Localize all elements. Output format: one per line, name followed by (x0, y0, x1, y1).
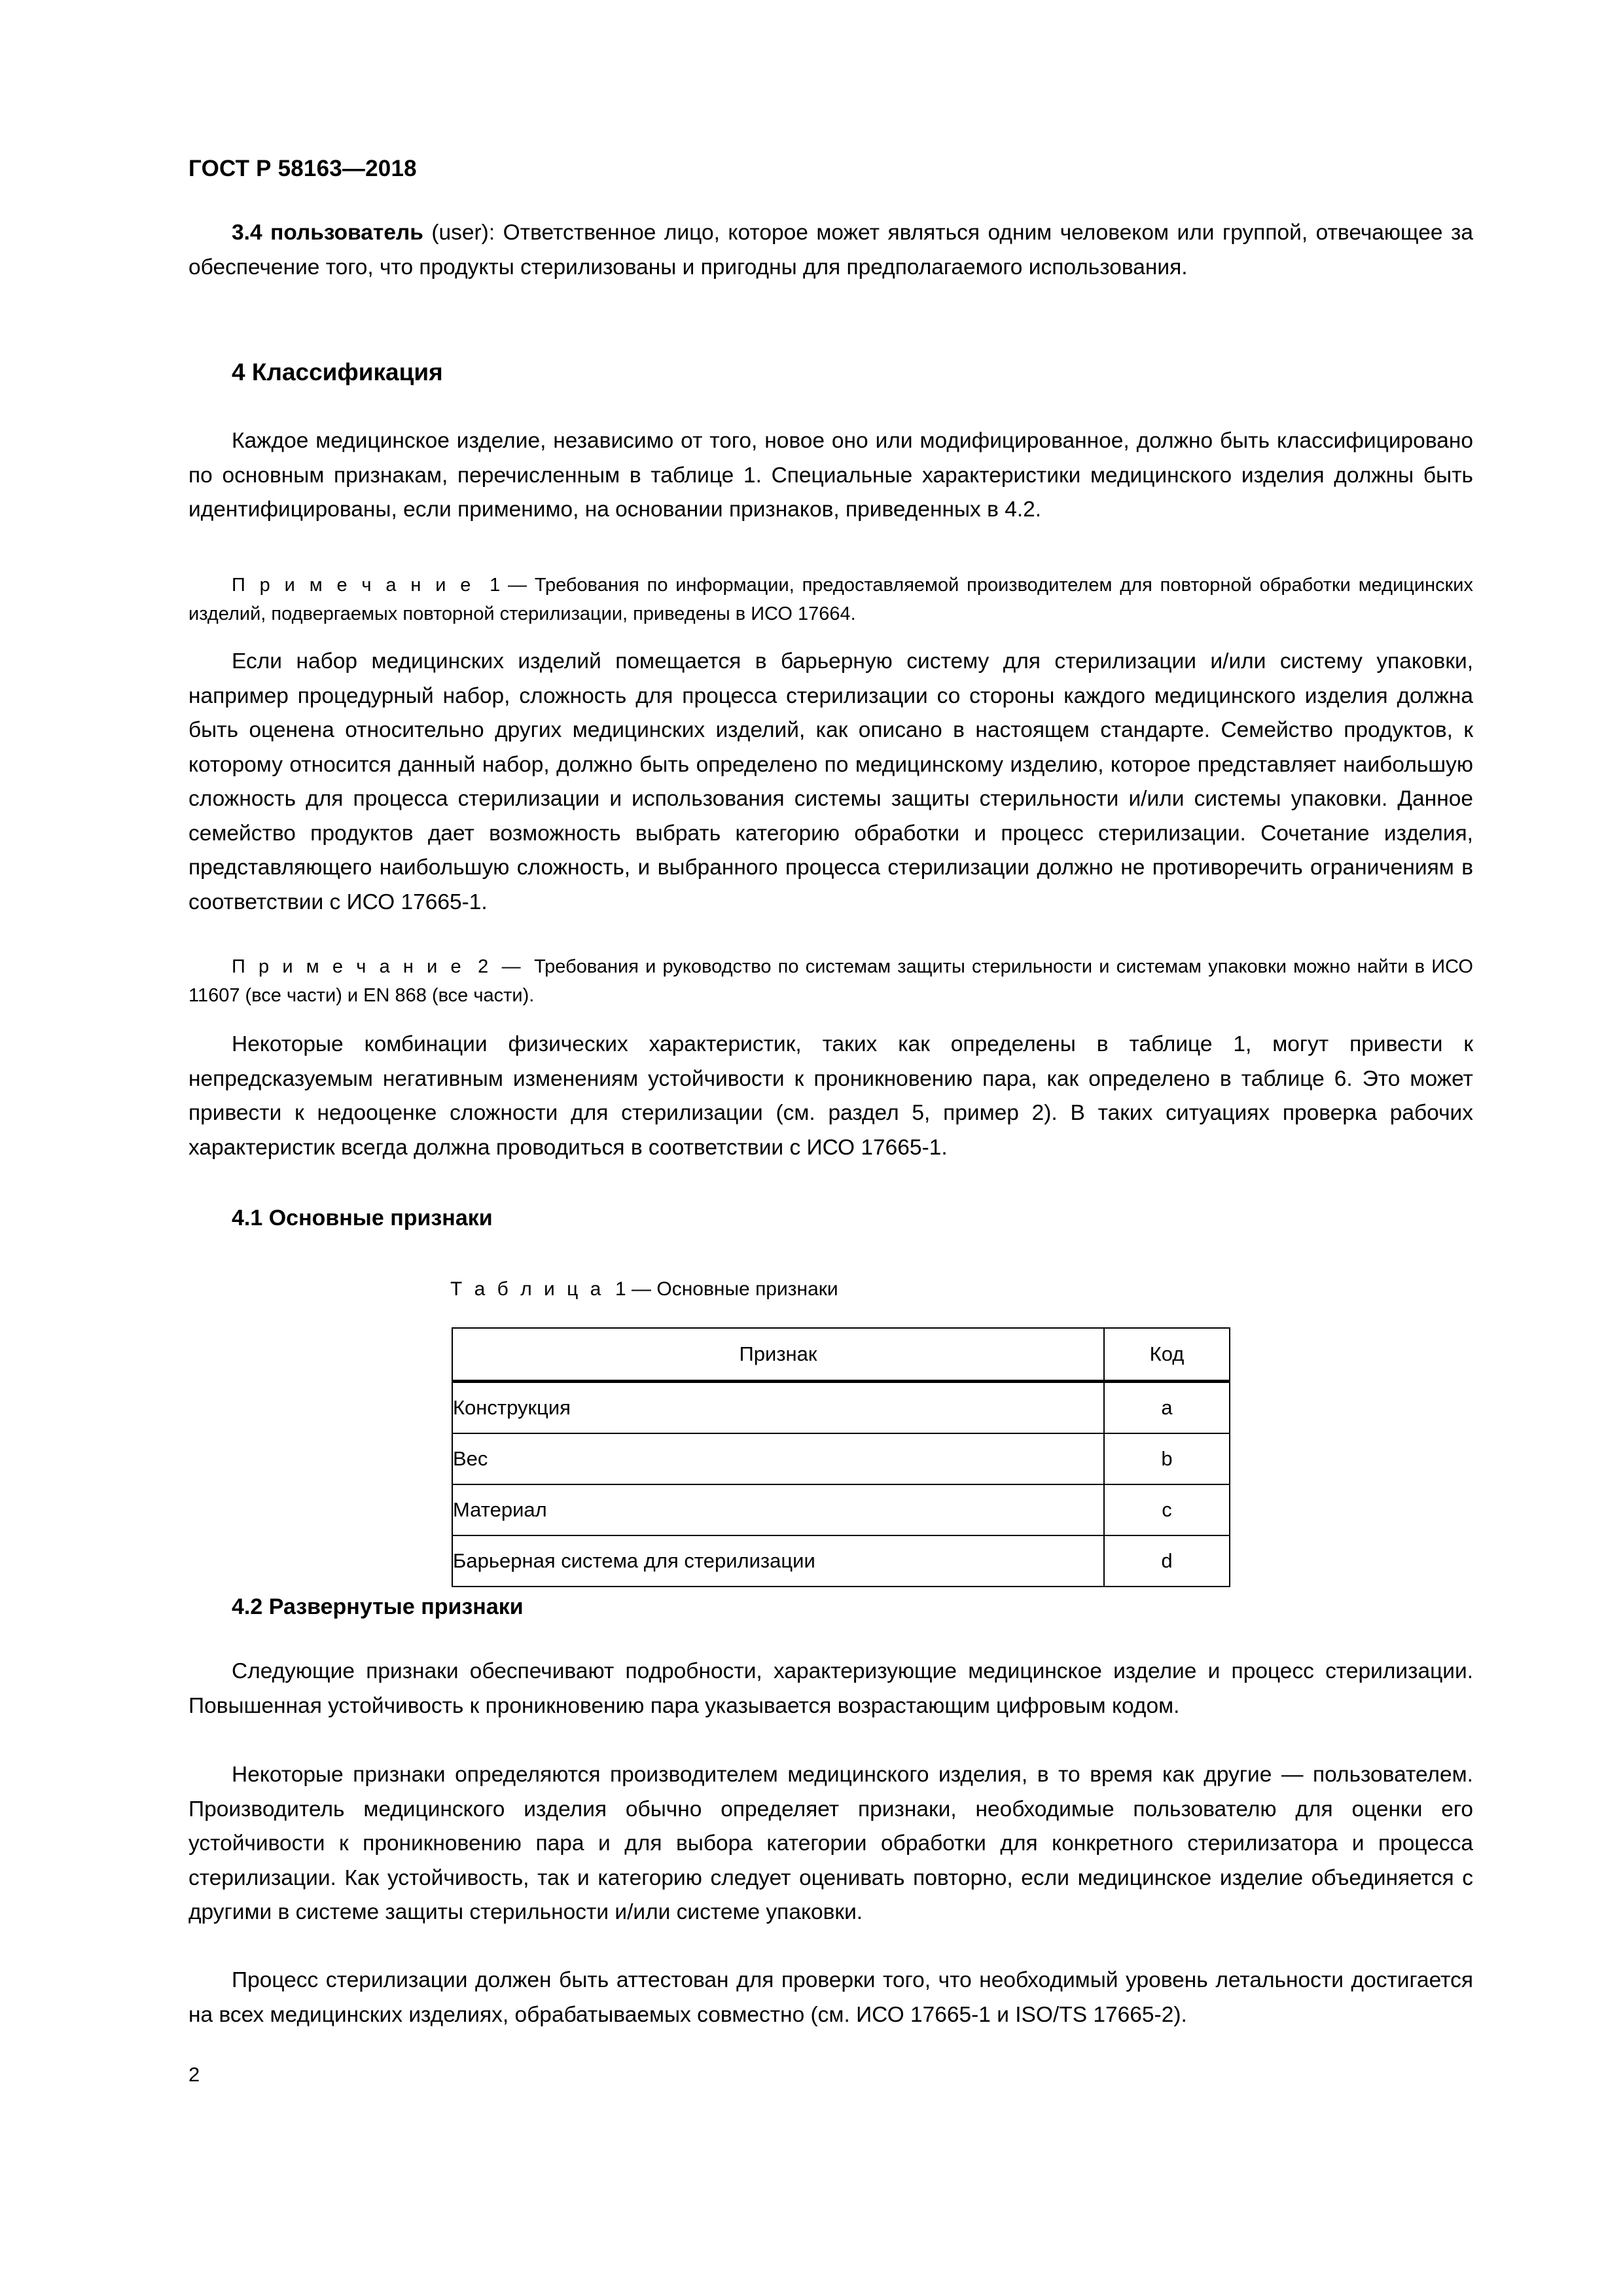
table-row (452, 1433, 1230, 1484)
table-cell-feature: Барьерная система для стерилизации (452, 1535, 1104, 1587)
section-4-para-2: Если набор медицинских изделий помещается в барьерную систему для стерилизации и/или систему упаковки, например процедурный набор, сложность для процесса стерилизации со стороны каждого медицинского изделия должна быть оценена относительно других медицинских изделий, как описано в настоящем стандарте. Семейство продуктов, к которому относится данный набор, должно быть определено по медицинскому изделию, которое представляет наибольшую сложность для процесса стерилизации и использования системы защиты стерильности и/или системы упаковки. Данное семейство продуктов дает возможность выбрать категорию обработки и процесс стерилизации. Сочетание изделия, представляющего наибольшую сложность, и выбранного процесса стерилизации должно не противоречить ограничениям в соответствии с ИСО 17665-1. (188, 649, 1473, 914)
section-4-2-para-2-block (188, 1758, 1473, 1930)
section-4-1-heading-block (188, 1203, 1473, 1233)
note-1-text: Требования по информации, предоставляемой производителем для повторной обработки медицинских изделий, подвергаемых повторной стерилизации, приведены в ИСО 17664. (188, 575, 1473, 624)
note-2-dash: — (501, 956, 521, 977)
definition-3-4 (188, 216, 1473, 285)
note-1-number: 1 (490, 575, 501, 596)
section-4-2-para-2: Некоторые признаки определяются производителем медицинского изделия, в то время как другие — пользователем. Производитель медицинского изделия обычно определяет признаки, необходимые пользователю для оценки его устойчивости к проникновению пара и для выбора категории обработки для конкретного стерилизатора и процесса стерилизации. Как устойчивость, так и категорию следует оценивать повторно, если медицинское изделие объединяется с другими в системе защиты стерильности и/или системе упаковки. (188, 1763, 1473, 1924)
table-1-body (452, 1382, 1230, 1587)
table-cell-feature: Материал (452, 1484, 1104, 1535)
table-col-header-code: Код (1104, 1328, 1230, 1382)
definition-term: пользователь (270, 221, 423, 245)
table-cell-code: d (1104, 1535, 1230, 1587)
definition-text: : Ответственное лицо, которое может являться одним человеком или группой, отвечающее за обеспечение того, что продукты стерилизованы и пригодны для предполагаемого использования. (188, 221, 1474, 279)
table-1-caption-block (450, 1276, 1236, 1302)
section-4-para-3-block (188, 1028, 1473, 1165)
section-4-2-heading-block (188, 1592, 1473, 1622)
note-2 (188, 952, 1473, 1010)
section-4-2-para-3-block (188, 1964, 1473, 2032)
note-2-text: Требования и руководство по системам защиты стерильности и системам упаковки можно найти в ИСО 11607 (все части) и EN 868 (все части). (188, 956, 1473, 1006)
section-4-heading: 4 Классификация (232, 359, 443, 386)
note-1-dash: — (508, 575, 527, 596)
table-caption-title: Основные признаки (656, 1278, 838, 1300)
table-row (452, 1382, 1230, 1434)
table-cell-feature: Конструкция (452, 1382, 1104, 1434)
section-4-para-1: Каждое медицинское изделие, независимо от того, новое оно или модифицированное, должно быть классифицировано по основным признакам, перечисленным в таблице 1. Специальные характеристики медицинского изделия должны быть идентифицированы, если применимо, на основании признаков, приведенных в 4.2. (188, 429, 1473, 522)
definition-term-en: (user) (431, 221, 489, 245)
section-4-para-3: Некоторые комбинации физических характеристик, таких как определены в таблице 1, могут привести к непредсказуемым негативным изменениям устойчивости к проникновению пара, как определено в таблице 6. Это может привести к недооценке сложности для стерилизации (см. раздел 5, пример 2). В таких ситуациях проверка рабочих характеристик всегда должна проводиться в соответствии с ИСО 17665-1. (188, 1032, 1473, 1160)
note-2-number: 2 (478, 956, 489, 977)
section-4-2-para-1: Следующие признаки обеспечивают подробности, характеризующие медицинское изделие и процесс стерилизации. Повышенная устойчивость к проникновению пара указывается возрастающим цифровым кодом. (188, 1659, 1473, 1718)
note-1 (188, 571, 1473, 628)
section-4-2-para-3: Процесс стерилизации должен быть аттестован для проверки того, что необходимый уровень летальности достигается на всех медицинских изделиях, обрабатываемых совместно (см. ИСО 17665-1 и ISO/TS 17665-2). (188, 1968, 1473, 2027)
table-header-row (452, 1328, 1230, 1382)
table-cell-code: a (1104, 1382, 1230, 1434)
section-4-para-2-block (188, 645, 1473, 920)
table-caption-label: Т а б л и ц а (450, 1278, 605, 1300)
table-cell-code: b (1104, 1433, 1230, 1484)
table-cell-feature: Вес (452, 1433, 1104, 1484)
definition-number: 3.4 (232, 221, 262, 245)
table-row (452, 1535, 1230, 1587)
section-4-2-para-1-block (188, 1655, 1473, 1723)
section-4-heading-block (188, 357, 1473, 388)
note-1-block (188, 571, 1473, 628)
table-1-caption (450, 1276, 1236, 1302)
table-cell-code: c (1104, 1484, 1230, 1535)
table-col-header-feature: Признак (452, 1328, 1104, 1382)
table-row (452, 1484, 1230, 1535)
table-1-wrapper (452, 1327, 1230, 1587)
table-caption-number: 1 (615, 1278, 626, 1300)
section-4-2-heading: 4.2 Развернутые признаки (232, 1594, 524, 1619)
note-1-label: П р и м е ч а н и е (232, 575, 474, 596)
section-4-para-1-block (188, 424, 1473, 528)
table-caption-dash: — (632, 1278, 652, 1300)
document-header-standard-id: ГОСТ Р 58163—2018 (188, 156, 417, 181)
page-number: 2 (188, 2063, 200, 2086)
note-2-block (188, 952, 1473, 1010)
note-2-label: П р и м е ч а н и е (232, 956, 465, 977)
definition-block (188, 216, 1473, 285)
table-1 (452, 1327, 1230, 1587)
section-4-1-heading: 4.1 Основные признаки (232, 1206, 493, 1230)
table-1-head (452, 1328, 1230, 1382)
